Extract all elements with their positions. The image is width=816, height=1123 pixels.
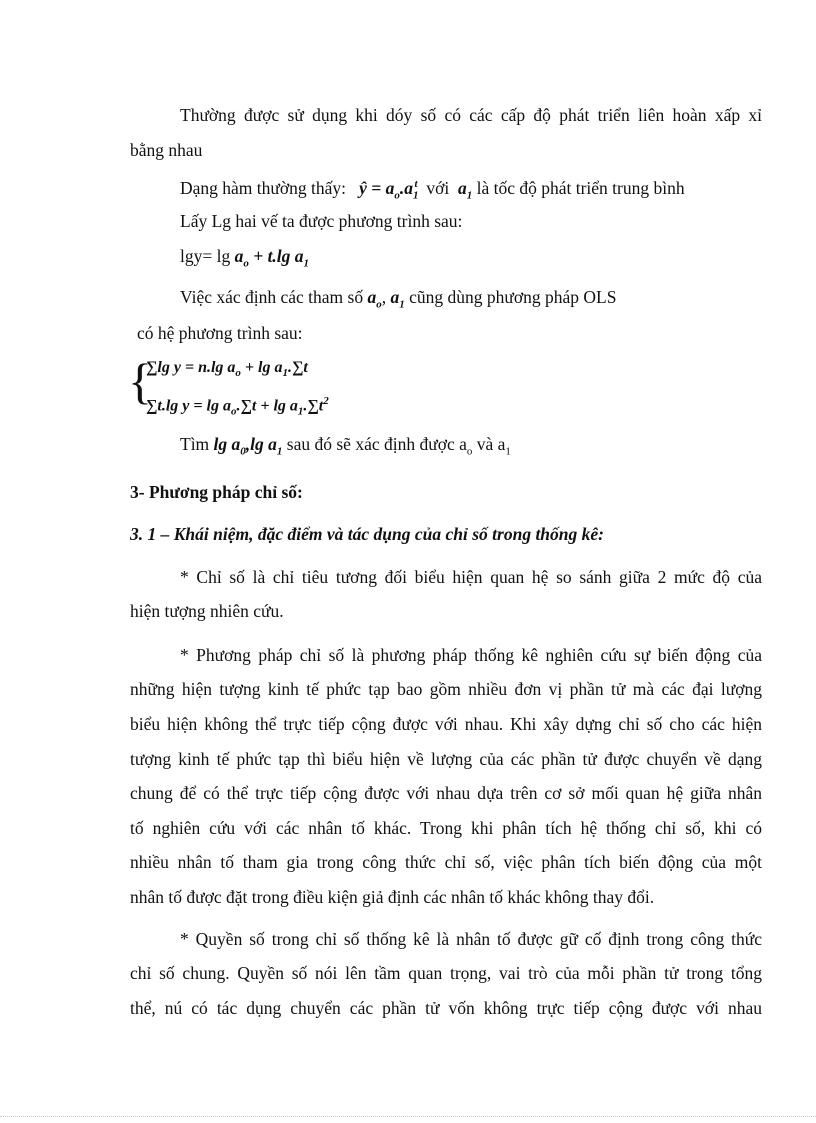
formula-sub: 1 (303, 257, 310, 270)
text: là tốc độ phát triển trung bình (476, 177, 685, 198)
paragraph-line: tượng kinh tế phức tạp thì biểu hiện về lượng của các phần tử được chuyển về dạng (130, 749, 762, 769)
equation-brace: { (128, 353, 152, 409)
paragraph-line: những hiện tượng kinh tế phức tạp bao gồm nhiều đơn vị phần tử mà các đại lượng (130, 679, 762, 699)
text: cũng dùng phương pháp OLS (409, 287, 617, 307)
eq-part: .∑t (287, 359, 308, 376)
page-bottom-divider (0, 1116, 816, 1117)
formula-line (180, 173, 685, 206)
eq-part: + lg a (240, 359, 283, 376)
paragraph-line: * Chỉ số là chỉ tiêu tương đối biểu hiện quan hệ so sánh giữa 2 mức độ của (180, 567, 762, 587)
section-heading: 3- Phương pháp chỉ số: (130, 482, 303, 502)
eq-part: ∑lg y = n.lg a (146, 359, 236, 376)
formula-part: a (390, 287, 400, 307)
formula-part: lg a (213, 434, 241, 454)
formula-part: ,lg a (245, 434, 277, 454)
equation-line (146, 357, 308, 384)
formula-sub: o (243, 257, 249, 270)
text-sub: 1 (505, 445, 511, 458)
paragraph-line: hiện tượng nhiên cứu. (130, 601, 284, 621)
formula-part: a (367, 287, 377, 307)
eq-sub: o (230, 405, 237, 418)
formula-part: .a (399, 177, 414, 198)
paragraph-line: chung để có thể trực tiếp cộng được với nhau dựa trên cơ sở mối quan hệ giữa nhân (130, 783, 762, 803)
text: lgy= lg (180, 246, 231, 266)
text-sub: o (466, 445, 473, 458)
text: và a (472, 434, 506, 454)
formula-part: a (294, 246, 304, 266)
text: Dạng hàm thường thấy: (180, 177, 347, 198)
paragraph-line: biểu hiện không thể trực tiếp cộng được với nhau. Khi xây dựng chỉ số cho các hiện (130, 714, 762, 734)
formula-sub: 0 (240, 445, 246, 458)
formula-part: = a (366, 177, 395, 198)
eq-part: .∑t (303, 397, 324, 415)
formula-part: + t.lg (248, 246, 295, 266)
formula-line (180, 433, 511, 463)
paragraph-line: thể, nú có tác dụng chuyển các phần tử vốn không trực tiếp cộng được với nhau (130, 998, 762, 1018)
paragraph-line: nhân tố được đặt trong điều kiện giả định các nhân tố khác không thay đổi. (130, 887, 655, 907)
formula-line (180, 286, 616, 316)
eq-sub: 1 (297, 405, 304, 418)
formula-sub: 1 (413, 189, 419, 202)
eq-sub: o (235, 367, 241, 380)
text: Việc xác định các tham số (180, 287, 364, 307)
paragraph-line: * Phương pháp chỉ số là phương pháp thống kê nghiên cứu sự biến động của (180, 645, 762, 665)
eq-part: ∑t.lg y = lg a (146, 397, 231, 415)
formula-sub: 1 (276, 445, 283, 458)
paragraph-line: tố nghiên cứu với các nhân tố khác. Trong khi phân tích hệ thống chỉ số, khi có (130, 818, 762, 838)
formula-sub: o (394, 189, 400, 202)
paragraph-line: chỉ số chung. Quyền số nói lên tầm quan trọng, vai trò của mỗi phần tử trong tổng (130, 963, 762, 983)
paragraph-line: * Quyền số trong chỉ số thống kê là nhân tố được gữ cố định trong công thức (180, 929, 762, 949)
text: , (381, 287, 387, 307)
formula-part: a (234, 246, 244, 266)
eq-sup: 2 (323, 395, 329, 407)
formula-line (180, 245, 309, 275)
paragraph-line: bằng nhau (130, 140, 203, 160)
paragraph-line: Thường được sử dụng khi dóy số có các cấp độ phát triển liên hoàn xấp xỉ (180, 105, 762, 125)
text: Tìm (180, 434, 210, 454)
formula-sup: t (414, 178, 418, 190)
eq-sub: 1 (282, 367, 288, 380)
formula-a: a (457, 177, 467, 198)
text: với (426, 177, 450, 198)
formula-sub: 1 (399, 298, 405, 311)
paragraph-line: có hệ phương trình sau: (137, 323, 303, 343)
formula-sub: 1 (466, 189, 473, 202)
equation-line (146, 390, 329, 423)
paragraph-line: Lấy Lg hai vế ta được phương trình sau: (180, 211, 463, 231)
subsection-heading: 3. 1 – Khái niệm, đặc điểm và tác dụng của chỉ số trong thống kê: (130, 524, 604, 544)
text: sau đó sẽ xác định được a (286, 434, 467, 454)
formula-sub: o (376, 298, 382, 311)
paragraph-line: nhiều nhân tố tham gia trong công thức chỉ số, việc phân tích biến động của một (130, 852, 762, 872)
eq-part: .∑t + lg a (236, 397, 298, 415)
formula-yhat: ŷ (359, 177, 367, 198)
